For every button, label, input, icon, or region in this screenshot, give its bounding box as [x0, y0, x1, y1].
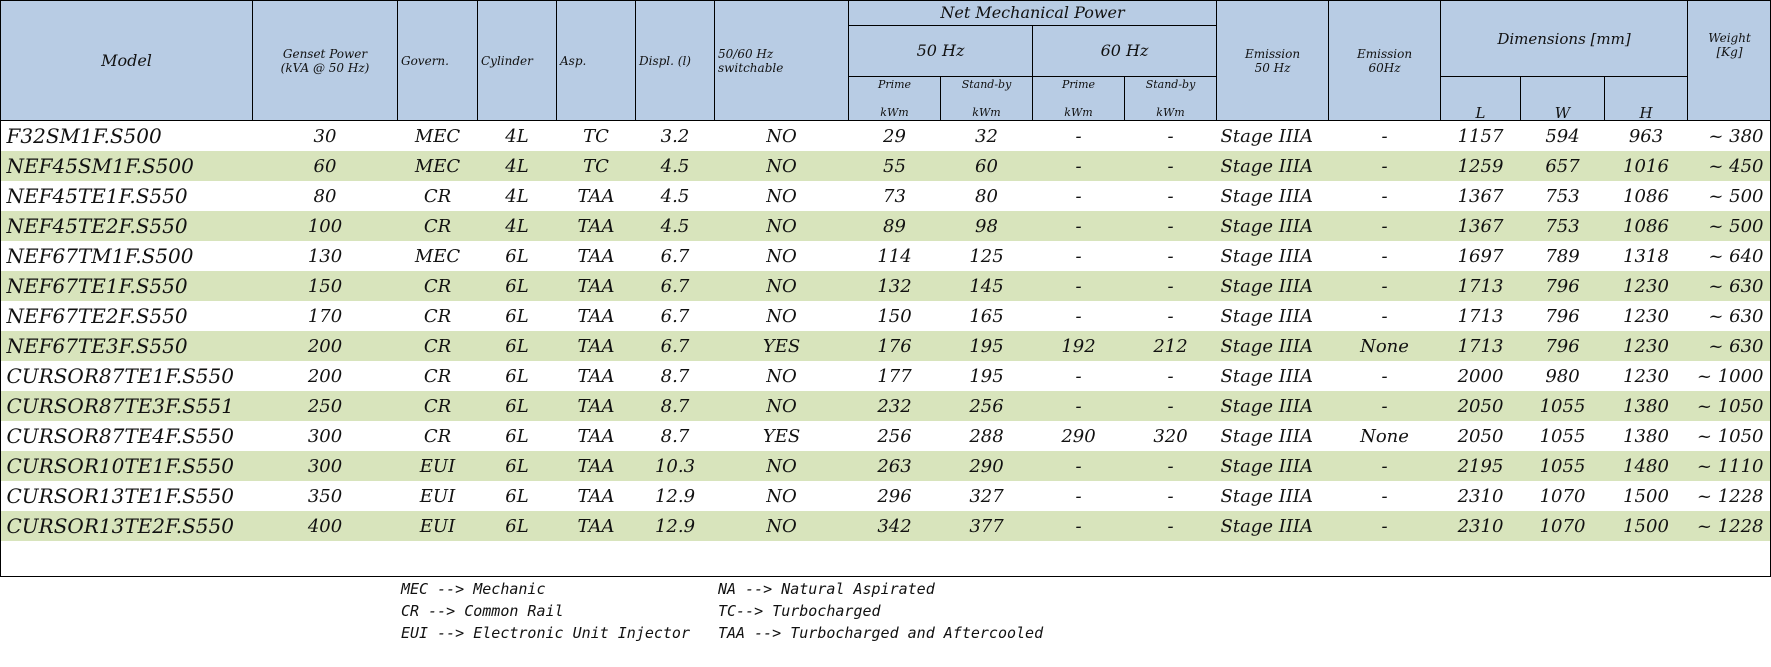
cell-dim-w: 1055 [1521, 391, 1605, 421]
cell-dim-h: 1086 [1623, 185, 1669, 207]
cell-50hz-standby: 377 [941, 511, 1033, 541]
cell-dim-h: 1500 [1605, 511, 1688, 541]
header-60hz: 60 Hz [1033, 26, 1217, 77]
legend-item: MEC --> Mechanic [401, 580, 546, 598]
table-row [1, 511, 1771, 541]
cell-dim-h: 1086 [1605, 211, 1688, 241]
cell-weight: ~ 450 [1688, 151, 1771, 181]
cell-govern: CR [398, 391, 478, 421]
cell-60hz-standby: - [1167, 245, 1174, 267]
cell-50hz-standby: 195 [969, 365, 1004, 387]
cell-50hz-standby: 165 [969, 305, 1004, 327]
cell-dim-w: 1055 [1521, 451, 1605, 481]
cell-switchable: YES [715, 331, 849, 361]
cell-dim-h: 1230 [1605, 331, 1688, 361]
cell-dim-l: 1713 [1457, 305, 1504, 327]
cell-50hz-prime: 150 [877, 305, 912, 327]
cell-emission-60hz: - [1381, 245, 1388, 267]
cell-cylinder: 6L [478, 511, 557, 541]
cell-genset-power: 200 [307, 365, 343, 387]
cell-weight: ~ 1050 [1696, 425, 1764, 447]
header-model: Model [1, 1, 253, 121]
cell-govern: EUI [398, 451, 478, 481]
cell-60hz-prime: - [1075, 245, 1082, 267]
cell-emission-60hz: None [1329, 331, 1441, 361]
cell-emission-60hz: None [1360, 425, 1409, 447]
cell-50hz-standby: 256 [941, 391, 1033, 421]
cell-displ: 6.7 [636, 271, 715, 301]
legend-item: EUI --> Electronic Unit Injector [401, 624, 690, 642]
cell-emission-60hz: - [1329, 271, 1441, 301]
cell-genset-power: 350 [307, 485, 343, 507]
cell-dim-w: 796 [1521, 331, 1605, 361]
cell-emission-50hz: Stage IIIA [1217, 391, 1329, 421]
cell-model: NEF67TE1F.S550 [1, 271, 253, 301]
cell-weight: ~ 380 [1708, 125, 1764, 147]
cell-govern: EUI [398, 511, 478, 541]
cell-switchable: NO [766, 185, 797, 207]
cell-60hz-prime: - [1033, 151, 1125, 181]
cell-cylinder: 4L [505, 125, 529, 147]
cell-dim-h: 1380 [1605, 391, 1688, 421]
cell-dim-w: 796 [1521, 271, 1605, 301]
cell-weight: ~ 1050 [1688, 391, 1771, 421]
header-govern: Govern. [398, 1, 478, 121]
cell-50hz-prime: 342 [849, 511, 941, 541]
cell-dim-l: 1367 [1441, 211, 1521, 241]
cell-50hz-standby: 80 [975, 185, 998, 207]
cell-weight: ~ 1110 [1688, 451, 1771, 481]
table-body [1, 121, 1771, 542]
cell-50hz-standby: 327 [969, 485, 1004, 507]
cell-emission-50hz: Stage IIIA [1220, 485, 1314, 507]
cell-govern: CR [398, 271, 478, 301]
cell-govern: EUI [419, 485, 456, 507]
cell-govern: CR [423, 305, 452, 327]
cell-60hz-standby: - [1125, 511, 1217, 541]
cell-cylinder: 6L [505, 425, 529, 447]
cell-60hz-standby: - [1125, 211, 1217, 241]
cell-60hz-prime: - [1033, 391, 1125, 421]
cell-emission-60hz: - [1381, 365, 1388, 387]
cell-60hz-standby: - [1125, 451, 1217, 481]
legend-item: TC--> Turbocharged [718, 602, 881, 620]
cell-emission-50hz: Stage IIIA [1217, 331, 1329, 361]
cell-dim-l: 1367 [1457, 185, 1504, 207]
header-cylinder: Cylinder [478, 1, 557, 121]
cell-dim-w: 753 [1545, 185, 1580, 207]
cell-switchable: NO [766, 125, 797, 147]
header-dimensions: Dimensions [mm] [1441, 1, 1688, 77]
cell-displ: 4.5 [636, 211, 715, 241]
cell-dim-w: 980 [1545, 365, 1580, 387]
cell-60hz-standby: - [1167, 485, 1174, 507]
legend-right [718, 578, 1043, 644]
cell-weight: ~ 630 [1688, 331, 1771, 361]
cell-dim-w: 796 [1545, 305, 1580, 327]
cell-60hz-standby: - [1125, 151, 1217, 181]
table-row [1, 391, 1771, 421]
table-row [1, 121, 1771, 152]
header-dim-l: L [1441, 77, 1521, 121]
table-row [1, 181, 1771, 211]
cell-60hz-standby: - [1167, 185, 1174, 207]
cell-emission-60hz: - [1329, 511, 1441, 541]
cell-emission-50hz: Stage IIIA [1220, 125, 1314, 147]
cell-displ: 12.9 [636, 511, 715, 541]
cell-60hz-prime: - [1075, 185, 1082, 207]
cell-emission-50hz: Stage IIIA [1217, 151, 1329, 181]
cell-dim-w: 753 [1521, 211, 1605, 241]
cell-50hz-standby: 98 [941, 211, 1033, 241]
cell-govern: CR [398, 211, 478, 241]
cell-50hz-standby: 288 [969, 425, 1004, 447]
cell-genset-power: 80 [313, 185, 337, 207]
cell-dim-w: 594 [1545, 125, 1580, 147]
cell-dim-l: 1713 [1441, 331, 1521, 361]
cell-displ: 6.7 [660, 245, 690, 267]
legend-item: CR --> Common Rail [401, 602, 564, 620]
cell-model: NEF67TE3F.S550 [1, 331, 253, 361]
cell-dim-h: 1480 [1605, 451, 1688, 481]
cell-asp: TAA [577, 245, 615, 267]
table-header [1, 1, 1771, 121]
cell-cylinder: 4L [478, 151, 557, 181]
cell-emission-50hz: Stage IIIA [1217, 211, 1329, 241]
table-row [1, 271, 1771, 301]
cell-dim-w: 657 [1521, 151, 1605, 181]
cell-emission-50hz: Stage IIIA [1220, 185, 1314, 207]
cell-model: NEF67TM1F.S500 [6, 244, 194, 268]
legend-left [401, 578, 690, 644]
cell-dim-l: 2050 [1457, 425, 1504, 447]
cell-genset-power: 130 [307, 245, 343, 267]
cell-model: CURSOR10TE1F.S550 [1, 451, 253, 481]
cell-model: NEF45SM1F.S500 [1, 151, 253, 181]
cell-emission-50hz: Stage IIIA [1220, 365, 1314, 387]
cell-model: F32SM1F.S500 [6, 124, 162, 148]
cell-asp: TAA [557, 451, 636, 481]
cell-emission-60hz: - [1381, 485, 1388, 507]
cell-60hz-prime: - [1075, 485, 1082, 507]
cell-weight: ~ 1228 [1688, 511, 1771, 541]
header-switchable: 50/60 Hz switchable [715, 1, 849, 121]
cell-emission-50hz: Stage IIIA [1217, 511, 1329, 541]
cell-displ: 4.5 [660, 185, 690, 207]
cell-switchable: NO [715, 511, 849, 541]
cell-50hz-standby: 145 [941, 271, 1033, 301]
cell-60hz-prime: - [1033, 271, 1125, 301]
cell-cylinder: 6L [478, 391, 557, 421]
cell-weight: ~ 500 [1708, 185, 1764, 207]
cell-60hz-standby: 212 [1125, 331, 1217, 361]
cell-model: CURSOR87TE1F.S550 [6, 364, 234, 388]
table-row [1, 481, 1771, 511]
cell-asp: TC [583, 125, 609, 147]
table-row [1, 301, 1771, 331]
cell-dim-l: 1713 [1441, 271, 1521, 301]
cell-emission-60hz: - [1329, 451, 1441, 481]
cell-cylinder: 4L [505, 185, 529, 207]
cell-asp: TAA [577, 425, 615, 447]
cell-60hz-standby: - [1125, 271, 1217, 301]
cell-50hz-prime: 89 [849, 211, 941, 241]
cell-50hz-prime: 256 [877, 425, 912, 447]
cell-emission-50hz: Stage IIIA [1217, 451, 1329, 481]
cell-emission-50hz: Stage IIIA [1217, 271, 1329, 301]
cell-dim-h: 1230 [1623, 365, 1669, 387]
cell-displ: 8.7 [660, 365, 690, 387]
header-50hz: 50 Hz [849, 26, 1033, 77]
table-row [1, 151, 1771, 181]
cell-displ: 8.7 [636, 391, 715, 421]
table-row [1, 451, 1771, 481]
cell-switchable: NO [766, 305, 797, 327]
cell-50hz-standby: 32 [975, 125, 998, 147]
cell-weight: ~ 500 [1688, 211, 1771, 241]
cell-50hz-prime: 114 [877, 245, 912, 267]
cell-50hz-prime: 73 [883, 185, 906, 207]
cell-60hz-prime: - [1033, 451, 1125, 481]
cell-dim-l: 1697 [1457, 245, 1504, 267]
header-50hz-standby: Stand-by kWm [941, 77, 1033, 121]
cell-dim-w: 1070 [1521, 511, 1605, 541]
cell-switchable: NO [715, 271, 849, 301]
cell-switchable: NO [715, 391, 849, 421]
cell-dim-h: 1230 [1605, 271, 1688, 301]
cell-asp: TAA [557, 331, 636, 361]
cell-model: CURSOR13TE1F.S550 [6, 484, 234, 508]
cell-weight: ~ 640 [1708, 245, 1764, 267]
cell-cylinder: 6L [478, 331, 557, 361]
cell-displ: 6.7 [636, 331, 715, 361]
header-dim-w: W [1521, 77, 1605, 121]
cell-genset-power: 170 [307, 305, 343, 327]
cell-dim-l: 2310 [1441, 511, 1521, 541]
table-row [1, 361, 1771, 391]
cell-switchable: NO [766, 245, 797, 267]
cell-model: NEF45TE1F.S550 [6, 184, 188, 208]
cell-model: NEF67TE2F.S550 [6, 304, 188, 328]
cell-50hz-prime: 263 [849, 451, 941, 481]
cell-genset-power: 60 [253, 151, 398, 181]
cell-dim-w: 1055 [1539, 425, 1586, 447]
cell-asp: TAA [577, 365, 615, 387]
header-dim-h: H [1605, 77, 1688, 121]
cell-dim-l: 1259 [1441, 151, 1521, 181]
cell-dim-h: 1318 [1623, 245, 1669, 267]
cell-50hz-standby: 60 [941, 151, 1033, 181]
legend-item: NA --> Natural Aspirated [718, 580, 935, 598]
cell-60hz-prime: - [1075, 365, 1082, 387]
cell-emission-50hz: Stage IIIA [1220, 305, 1314, 327]
cell-emission-50hz: Stage IIIA [1220, 425, 1314, 447]
cell-displ: 6.7 [660, 305, 690, 327]
cell-displ: 10.3 [636, 451, 715, 481]
cell-switchable: NO [715, 151, 849, 181]
cell-dim-h: 1380 [1623, 425, 1669, 447]
cell-emission-60hz: - [1381, 125, 1388, 147]
cell-emission-60hz: - [1329, 391, 1441, 421]
cell-genset-power: 400 [253, 511, 398, 541]
cell-60hz-standby: - [1125, 391, 1217, 421]
cell-50hz-prime: 132 [849, 271, 941, 301]
cell-govern: CR [423, 365, 452, 387]
legend-item: TAA --> Turbocharged and Aftercooled [718, 624, 1044, 642]
cell-dim-w: 1070 [1539, 485, 1586, 507]
cell-50hz-standby: 125 [969, 245, 1004, 267]
cell-govern: CR [423, 425, 452, 447]
cell-switchable: NO [766, 485, 797, 507]
cell-displ: 4.5 [636, 151, 715, 181]
cell-switchable: NO [715, 211, 849, 241]
cell-asp: TC [557, 151, 636, 181]
header-50hz-prime: Prime kWm [849, 77, 941, 121]
table-row [1, 211, 1771, 241]
cell-cylinder: 6L [505, 245, 529, 267]
header-60hz-standby: Stand-by kWm [1125, 77, 1217, 121]
cell-60hz-prime: - [1033, 211, 1125, 241]
cell-govern: MEC [398, 151, 478, 181]
cell-50hz-prime: 232 [849, 391, 941, 421]
cell-60hz-prime: - [1075, 125, 1082, 147]
cell-genset-power: 250 [253, 391, 398, 421]
cell-genset-power: 200 [253, 331, 398, 361]
cell-model: CURSOR87TE4F.S550 [6, 424, 234, 448]
cell-genset-power: 30 [313, 125, 337, 147]
cell-genset-power: 150 [253, 271, 398, 301]
cell-dim-h: 963 [1628, 125, 1664, 147]
cell-emission-60hz: - [1381, 305, 1388, 327]
cell-60hz-standby: 320 [1153, 425, 1188, 447]
cell-govern: MEC [414, 245, 461, 267]
cell-model: CURSOR13TE2F.S550 [1, 511, 253, 541]
cell-cylinder: 6L [478, 451, 557, 481]
cell-cylinder: 6L [505, 365, 529, 387]
cell-displ: 8.7 [660, 425, 690, 447]
cell-asp: TAA [557, 211, 636, 241]
cell-switchable: NO [766, 365, 797, 387]
cell-model: CURSOR87TE3F.S551 [1, 391, 253, 421]
cell-weight: ~ 630 [1688, 271, 1771, 301]
header-genset-power: Genset Power (kVA @ 50 Hz) [253, 1, 398, 121]
table-row [1, 331, 1771, 361]
cell-weight: ~ 1000 [1696, 365, 1764, 387]
cell-emission-50hz: Stage IIIA [1220, 245, 1314, 267]
cell-cylinder: 6L [505, 485, 529, 507]
header-displ: Displ. (l) [636, 1, 715, 121]
cell-displ: 12.9 [654, 485, 696, 507]
table-row [1, 421, 1771, 451]
cell-60hz-standby: - [1167, 365, 1174, 387]
cell-cylinder: 6L [478, 271, 557, 301]
cell-60hz-standby: - [1167, 125, 1174, 147]
cell-asp: TAA [557, 511, 636, 541]
header-weight: Weight [Kg] [1688, 1, 1771, 121]
cell-dim-l: 2310 [1457, 485, 1504, 507]
cell-50hz-standby: 195 [941, 331, 1033, 361]
cell-switchable: NO [715, 451, 849, 481]
cell-dim-l: 2000 [1457, 365, 1504, 387]
cell-cylinder: 4L [478, 211, 557, 241]
cell-asp: TAA [577, 485, 615, 507]
cell-govern: CR [423, 185, 452, 207]
cell-displ: 3.2 [660, 125, 690, 147]
cell-model: NEF45TE2F.S550 [1, 211, 253, 241]
header-emission-60hz: Emission 60Hz [1329, 1, 1441, 121]
header-net-mechanical-power: Net Mechanical Power [849, 1, 1217, 26]
cell-60hz-prime: 192 [1033, 331, 1125, 361]
header-60hz-prime: Prime kWm [1033, 77, 1125, 121]
cell-emission-60hz: - [1381, 185, 1388, 207]
cell-dim-h: 1016 [1605, 151, 1688, 181]
cell-60hz-prime: - [1033, 511, 1125, 541]
table-row [1, 241, 1771, 271]
header-emission-50hz: Emission 50 Hz [1217, 1, 1329, 121]
cell-emission-60hz: - [1329, 211, 1441, 241]
cell-50hz-prime: 296 [877, 485, 912, 507]
cell-50hz-prime: 176 [849, 331, 941, 361]
cell-60hz-standby: - [1167, 305, 1174, 327]
cell-dim-h: 1230 [1623, 305, 1669, 327]
cell-50hz-prime: 29 [883, 125, 906, 147]
cell-genset-power: 300 [253, 451, 398, 481]
cell-dim-l: 1157 [1457, 125, 1504, 147]
cell-govern: CR [398, 331, 478, 361]
cell-emission-60hz: - [1329, 151, 1441, 181]
cell-asp: TAA [577, 305, 615, 327]
cell-60hz-prime: 290 [1061, 425, 1096, 447]
cell-genset-power: 300 [307, 425, 343, 447]
cell-genset-power: 100 [253, 211, 398, 241]
cell-dim-w: 789 [1545, 245, 1580, 267]
cell-asp: TAA [557, 391, 636, 421]
cell-asp: TAA [577, 185, 615, 207]
cell-50hz-standby: 290 [941, 451, 1033, 481]
cell-govern: MEC [414, 125, 461, 147]
cell-weight: ~ 1228 [1696, 485, 1764, 507]
cell-dim-h: 1500 [1623, 485, 1669, 507]
cell-switchable: YES [762, 425, 801, 447]
header-asp: Asp. [557, 1, 636, 121]
cell-60hz-prime: - [1075, 305, 1082, 327]
cell-asp: TAA [557, 271, 636, 301]
cell-dim-l: 2050 [1441, 391, 1521, 421]
cell-cylinder: 6L [505, 305, 529, 327]
cell-50hz-prime: 177 [877, 365, 912, 387]
cell-dim-l: 2195 [1441, 451, 1521, 481]
cell-50hz-prime: 55 [849, 151, 941, 181]
cell-weight: ~ 630 [1708, 305, 1764, 327]
